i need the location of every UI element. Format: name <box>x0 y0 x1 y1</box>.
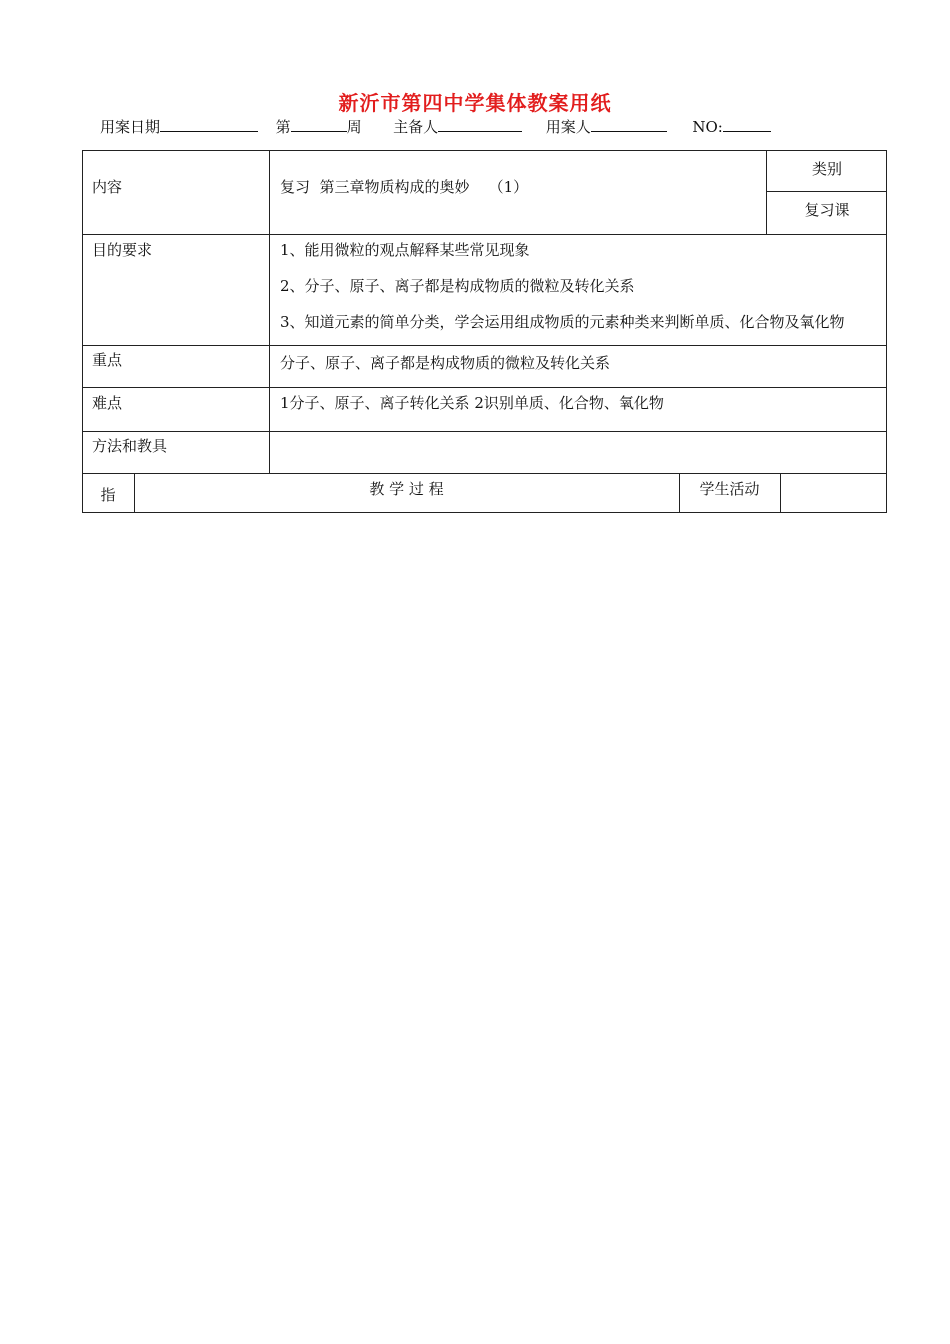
table-border-left <box>82 150 83 513</box>
objective-item: 1、能用微粒的观点解释某些常见现象 <box>280 241 530 259</box>
no-label: NO: <box>692 118 723 136</box>
table-border-bottom <box>82 512 887 513</box>
week-blank <box>291 117 347 132</box>
preparer-blank <box>438 117 522 132</box>
difficulty-value: 1分子、原子、离子转化关系 2识别单质、化合物、氧化物 <box>280 394 664 412</box>
date-blank <box>160 117 258 132</box>
row-divider <box>82 387 887 388</box>
user-blank <box>591 117 667 132</box>
row-divider <box>82 431 887 432</box>
preparer-label: 主备人 <box>393 118 439 136</box>
row-divider <box>82 473 887 474</box>
process-label: 教 学 过 程 <box>369 480 444 498</box>
page-title: 新沂市第四中学集体教案用纸 <box>338 91 612 115</box>
guide-label: 指 <box>100 486 116 504</box>
objective-item: 2、分子、原子、离子都是构成物质的微粒及转化关系 <box>280 277 635 295</box>
objectives-label: 目的要求 <box>92 241 153 259</box>
methods-label: 方法和教具 <box>92 437 168 455</box>
week-prefix: 第 <box>275 118 291 136</box>
category-value: 复习课 <box>804 201 850 219</box>
key-points-label: 重点 <box>92 351 123 369</box>
category-label: 类别 <box>811 160 842 178</box>
header-meta <box>100 116 771 137</box>
content-label: 内容 <box>92 178 123 196</box>
category-divider <box>767 191 887 192</box>
lesson-plan-table <box>82 150 887 513</box>
content-value: 复习 第三章物质构成的奥妙 （1） <box>280 178 529 196</box>
activity-label: 学生活动 <box>699 480 760 498</box>
key-points-value: 分子、原子、离子都是构成物质的微粒及转化关系 <box>280 354 611 372</box>
week-suffix: 周 <box>346 118 362 136</box>
difficulty-label: 难点 <box>92 394 123 412</box>
no-blank <box>723 117 771 132</box>
objective-item: 3、知道元素的简单分类，学会运用组成物质的元素种类来判断单质、化合物及氧化物 <box>280 313 845 331</box>
activity-column-divider <box>780 473 781 513</box>
label-column-divider <box>269 150 270 474</box>
user-label: 用案人 <box>545 118 591 136</box>
date-label: 用案日期 <box>100 118 161 136</box>
row-divider <box>82 345 887 346</box>
